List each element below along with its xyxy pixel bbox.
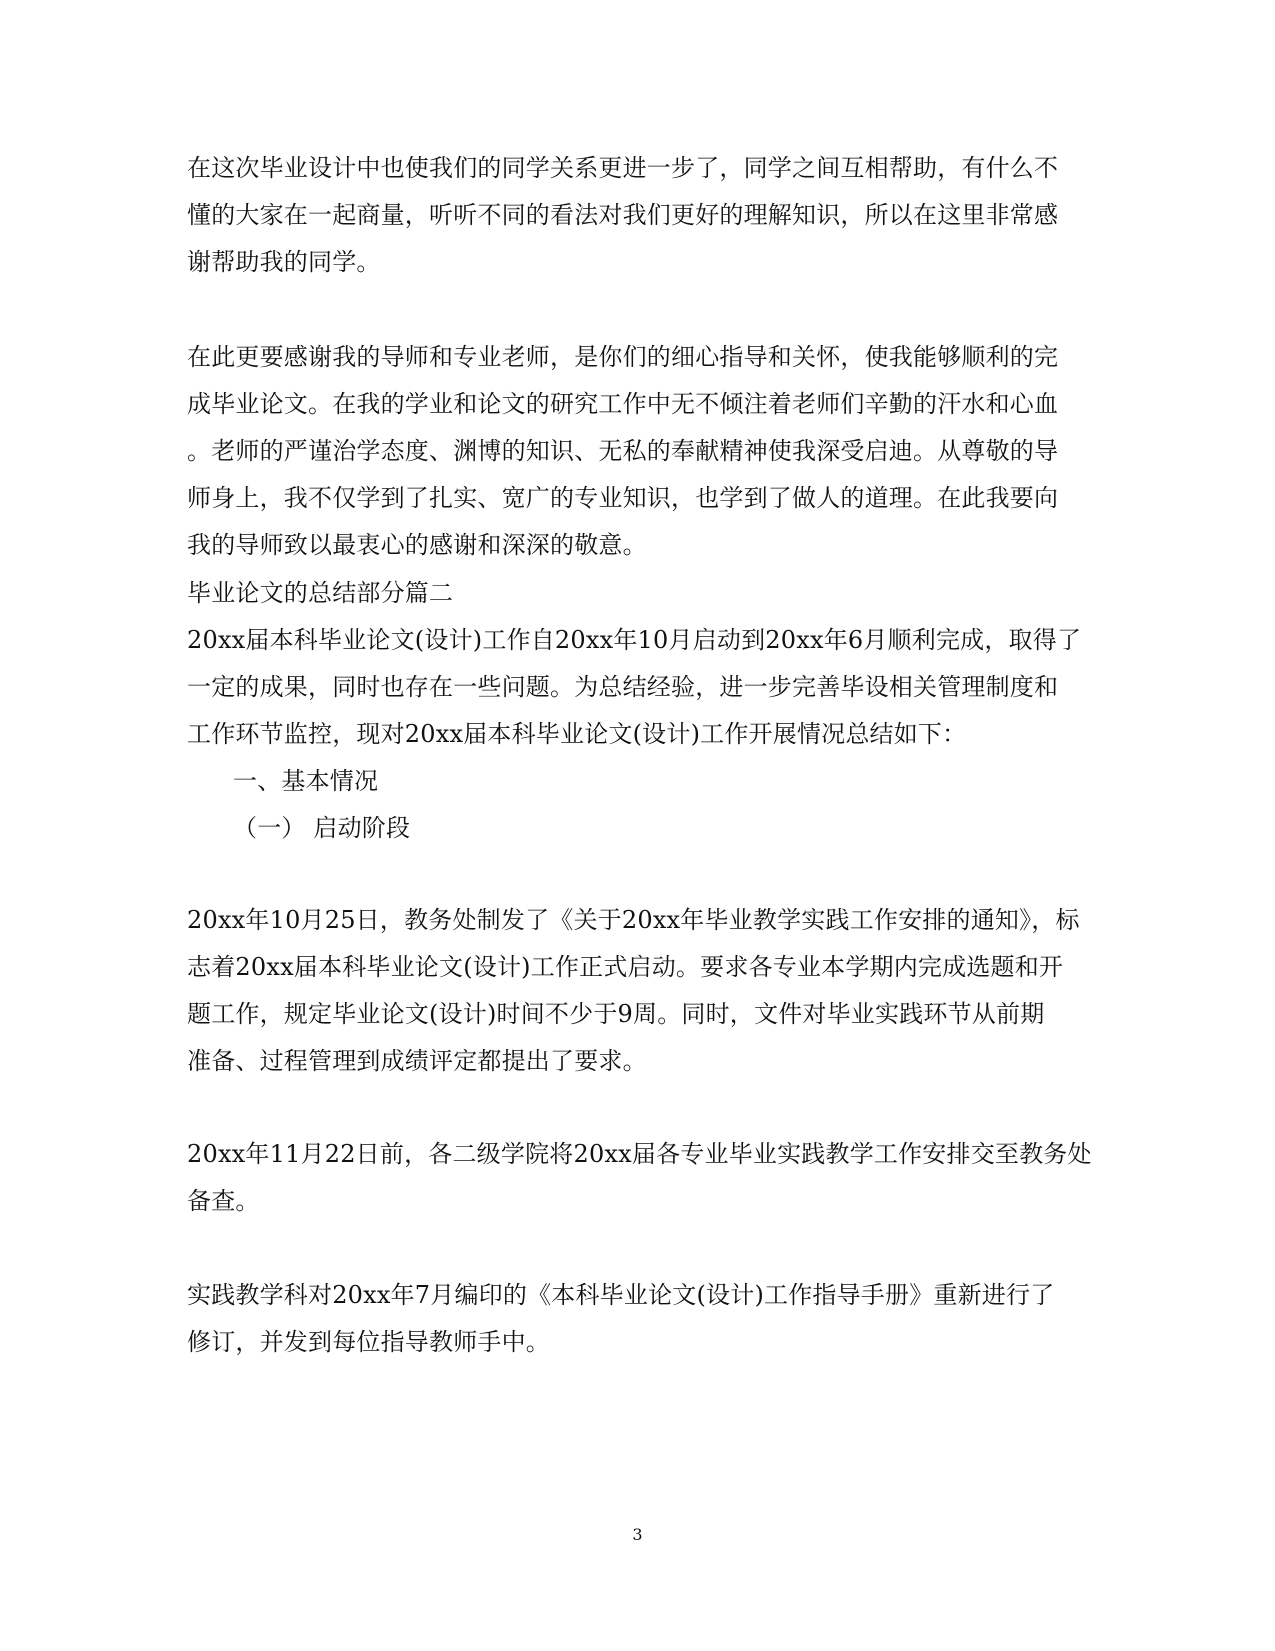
paragraph-3-line-1: 20xx届本科毕业论文(设计)工作自20xx年10月启动到20xx年6月顺利完成，取得了 <box>187 626 1082 654</box>
paragraph-2-line-5: 我的导师致以最衷心的感谢和深深的敬意。 <box>187 531 647 559</box>
paragraph-6-line-2: 修订，并发到每位指导教师手中。 <box>187 1328 550 1356</box>
paragraph-1-line-1: 在这次毕业设计中也使我们的同学关系更进一步了，同学之间互相帮助，有什么不 <box>187 154 1059 182</box>
page-number: 3 <box>632 1525 643 1544</box>
paragraph-4-line-1: 20xx年10月25日，教务处制发了《关于20xx年毕业教学实践工作安排的通知》，标 <box>187 906 1080 934</box>
section-heading: 毕业论文的总结部分篇二 <box>187 579 454 607</box>
paragraph-2-line-4: 师身上，我不仅学到了扎实、宽广的专业知识，也学到了做人的道理。在此我要向 <box>187 484 1059 512</box>
paragraph-4-line-3: 题工作，规定毕业论文(设计)时间不少于9周。同时，文件对毕业实践环节从前期 <box>187 1000 1045 1028</box>
paragraph-1-line-2: 懂的大家在一起商量，听听不同的看法对我们更好的理解知识，所以在这里非常感 <box>187 201 1059 229</box>
paragraph-4-line-2: 志着20xx届本科毕业论文(设计)工作正式启动。要求各专业本学期内完成选题和开 <box>187 953 1064 981</box>
paragraph-2-line-1: 在此更要感谢我的导师和专业老师，是你们的细心指导和关怀，使我能够顺利的完 <box>187 343 1059 371</box>
paragraph-5-line-2: 备查。 <box>187 1187 260 1215</box>
paragraph-6-line-1: 实践教学科对20xx年7月编印的《本科毕业论文(设计)工作指导手册》重新进行了 <box>187 1281 1055 1309</box>
paragraph-2-line-2: 成毕业论文。在我的学业和论文的研究工作中无不倾注着老师们辛勤的汗水和心血 <box>187 390 1059 418</box>
paragraph-5-line-1: 20xx年11月22日前，各二级学院将20xx届各专业毕业实践教学工作安排交至教务处 <box>187 1140 1092 1168</box>
paragraph-3-line-2: 一定的成果，同时也存在一些问题。为总结经验，进一步完善毕设相关管理制度和 <box>187 673 1059 701</box>
subheading-startup-stage: （一） 启动阶段 <box>233 814 411 842</box>
paragraph-1-line-3: 谢帮助我的同学。 <box>187 248 381 276</box>
paragraph-3-line-3: 工作环节监控，现对20xx届本科毕业论文(设计)工作开展情况总结如下： <box>187 720 967 748</box>
paragraph-4-line-4: 准备、过程管理到成绩评定都提出了要求。 <box>187 1047 647 1075</box>
subheading-basic-situation: 一、基本情况 <box>233 767 379 795</box>
paragraph-2-line-3: 。老师的严谨治学态度、渊博的知识、无私的奉献精神使我深受启迪。从尊敬的导 <box>187 437 1059 465</box>
